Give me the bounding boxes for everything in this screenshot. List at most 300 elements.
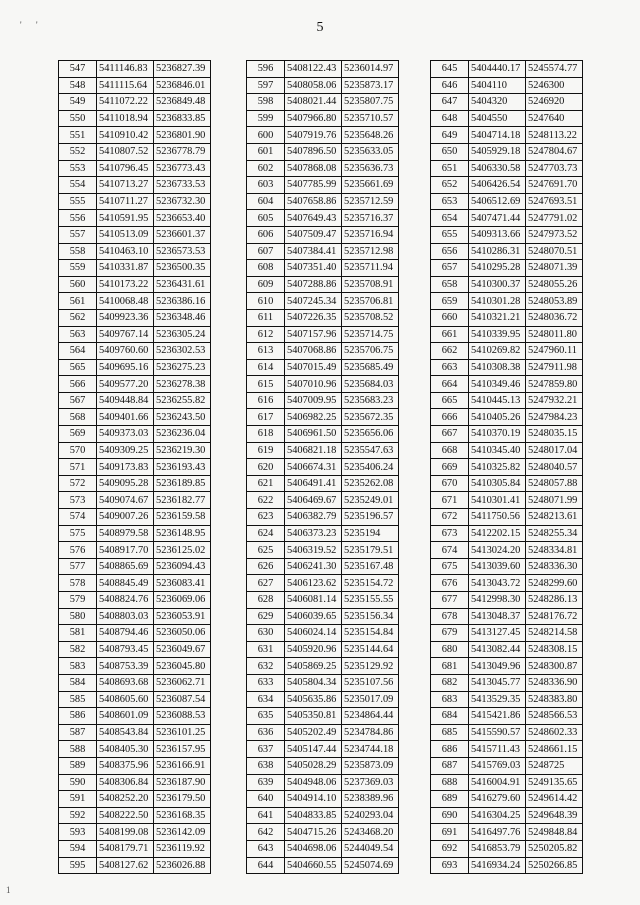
y-coordinate: 5236101.25 — [154, 724, 211, 741]
table-row — [247, 691, 399, 708]
table-row — [247, 226, 399, 243]
point-number: 577 — [59, 558, 97, 575]
x-coordinate: 5407868.08 — [285, 160, 342, 177]
point-number: 681 — [431, 658, 469, 675]
table-row — [247, 509, 399, 526]
x-coordinate: 5409577.20 — [97, 376, 154, 393]
table-row — [431, 691, 583, 708]
table-row — [431, 542, 583, 559]
point-number: 604 — [247, 193, 285, 210]
point-number: 598 — [247, 94, 285, 111]
x-coordinate: 5406382.79 — [285, 509, 342, 526]
y-coordinate: 5248566.53 — [526, 708, 583, 725]
x-coordinate: 5409074.67 — [97, 492, 154, 509]
x-coordinate: 5410405.26 — [469, 409, 526, 426]
table-row — [431, 708, 583, 725]
point-number: 615 — [247, 376, 285, 393]
table-row — [431, 592, 583, 609]
point-number: 646 — [431, 77, 469, 94]
y-coordinate: 5236050.06 — [154, 625, 211, 642]
y-coordinate: 5235708.91 — [342, 276, 399, 293]
y-coordinate: 5235712.98 — [342, 243, 399, 260]
point-number: 640 — [247, 791, 285, 808]
table-row — [431, 177, 583, 194]
point-number: 693 — [431, 857, 469, 874]
point-number: 559 — [59, 260, 97, 277]
y-coordinate: 5235708.52 — [342, 309, 399, 326]
table-row — [247, 492, 399, 509]
x-coordinate: 5410321.21 — [469, 309, 526, 326]
table-row — [59, 575, 211, 592]
table-row — [59, 143, 211, 160]
x-coordinate: 5408021.44 — [285, 94, 342, 111]
x-coordinate: 5416934.24 — [469, 857, 526, 874]
x-coordinate: 5406330.58 — [469, 160, 526, 177]
x-coordinate: 5411115.64 — [97, 77, 154, 94]
y-coordinate: 5245574.77 — [526, 61, 583, 78]
point-number: 633 — [247, 674, 285, 691]
table-row — [59, 509, 211, 526]
x-coordinate: 5411018.94 — [97, 110, 154, 127]
x-coordinate: 5411750.56 — [469, 509, 526, 526]
point-number: 575 — [59, 525, 97, 542]
y-coordinate: 5248053.89 — [526, 293, 583, 310]
point-number: 576 — [59, 542, 97, 559]
point-number: 591 — [59, 791, 97, 808]
y-coordinate: 5244049.54 — [342, 840, 399, 857]
point-number: 557 — [59, 226, 97, 243]
x-coordinate: 5408058.06 — [285, 77, 342, 94]
table-row — [59, 226, 211, 243]
table-row — [59, 110, 211, 127]
point-number: 660 — [431, 309, 469, 326]
table-row — [59, 691, 211, 708]
table-row — [431, 625, 583, 642]
y-coordinate: 5235873.09 — [342, 757, 399, 774]
x-coordinate: 5408979.58 — [97, 525, 154, 542]
point-number: 580 — [59, 608, 97, 625]
y-coordinate: 5235648.26 — [342, 127, 399, 144]
x-coordinate: 5407245.34 — [285, 293, 342, 310]
y-coordinate: 5235154.72 — [342, 575, 399, 592]
point-number: 607 — [247, 243, 285, 260]
x-coordinate: 5416279.60 — [469, 791, 526, 808]
table-row — [247, 840, 399, 857]
table-row — [59, 525, 211, 542]
table-row — [59, 658, 211, 675]
point-number: 611 — [247, 309, 285, 326]
table-row — [431, 774, 583, 791]
x-coordinate: 5410445.13 — [469, 392, 526, 409]
y-coordinate: 5236148.95 — [154, 525, 211, 542]
x-coordinate: 5409923.36 — [97, 309, 154, 326]
x-coordinate: 5407010.96 — [285, 376, 342, 393]
x-coordinate: 5407785.99 — [285, 177, 342, 194]
x-coordinate: 5416497.76 — [469, 824, 526, 841]
table-row — [247, 708, 399, 725]
point-number: 651 — [431, 160, 469, 177]
x-coordinate: 5408753.39 — [97, 658, 154, 675]
point-number: 630 — [247, 625, 285, 642]
table-row — [431, 226, 583, 243]
corner-mark: ' — [20, 20, 22, 30]
y-coordinate: 5234744.18 — [342, 741, 399, 758]
table-row — [247, 392, 399, 409]
point-number: 608 — [247, 260, 285, 277]
y-coordinate: 5236431.61 — [154, 276, 211, 293]
x-coordinate: 5408127.62 — [97, 857, 154, 874]
table-row — [59, 840, 211, 857]
x-coordinate: 5408405.30 — [97, 741, 154, 758]
table-row — [247, 276, 399, 293]
x-coordinate: 5405350.81 — [285, 708, 342, 725]
table-row — [247, 641, 399, 658]
table-row — [247, 774, 399, 791]
x-coordinate: 5409760.60 — [97, 343, 154, 360]
table-row — [431, 94, 583, 111]
point-number: 596 — [247, 61, 285, 78]
y-coordinate: 5235683.23 — [342, 392, 399, 409]
x-coordinate: 5406426.54 — [469, 177, 526, 194]
x-coordinate: 5406982.25 — [285, 409, 342, 426]
table-row — [59, 724, 211, 741]
point-number: 588 — [59, 741, 97, 758]
point-number: 683 — [431, 691, 469, 708]
point-number: 664 — [431, 376, 469, 393]
y-coordinate: 5248255.34 — [526, 525, 583, 542]
y-coordinate: 5236053.91 — [154, 608, 211, 625]
table-row — [59, 359, 211, 376]
y-coordinate: 5247693.51 — [526, 193, 583, 210]
table-row — [431, 724, 583, 741]
table-row — [247, 558, 399, 575]
y-coordinate: 5235107.56 — [342, 674, 399, 691]
point-number: 647 — [431, 94, 469, 111]
y-coordinate: 5236142.09 — [154, 824, 211, 841]
table-row — [59, 824, 211, 841]
x-coordinate: 5410807.52 — [97, 143, 154, 160]
x-coordinate: 5404833.85 — [285, 807, 342, 824]
table-row — [59, 61, 211, 78]
table-row — [59, 475, 211, 492]
y-coordinate: 5235684.03 — [342, 376, 399, 393]
x-coordinate: 5404948.06 — [285, 774, 342, 791]
x-coordinate: 5406241.30 — [285, 558, 342, 575]
point-number: 549 — [59, 94, 97, 111]
point-number: 689 — [431, 791, 469, 808]
table-row — [247, 525, 399, 542]
table-row — [247, 475, 399, 492]
point-number: 668 — [431, 442, 469, 459]
y-coordinate: 5236653.40 — [154, 210, 211, 227]
table-row — [59, 127, 211, 144]
coordinates-table — [58, 60, 211, 874]
y-coordinate: 5234864.44 — [342, 708, 399, 725]
x-coordinate: 5404714.18 — [469, 127, 526, 144]
y-coordinate: 5235262.08 — [342, 475, 399, 492]
table-row — [59, 77, 211, 94]
x-coordinate: 5408605.60 — [97, 691, 154, 708]
point-number: 631 — [247, 641, 285, 658]
y-coordinate: 5236189.85 — [154, 475, 211, 492]
y-coordinate: 5236243.50 — [154, 409, 211, 426]
y-coordinate: 5249135.65 — [526, 774, 583, 791]
point-number: 639 — [247, 774, 285, 791]
table-row — [247, 309, 399, 326]
point-number: 642 — [247, 824, 285, 841]
point-number: 678 — [431, 608, 469, 625]
table-row — [431, 326, 583, 343]
x-coordinate: 5408794.46 — [97, 625, 154, 642]
table-row — [247, 376, 399, 393]
table-row — [247, 575, 399, 592]
x-coordinate: 5405929.18 — [469, 143, 526, 160]
point-number: 560 — [59, 276, 97, 293]
point-number: 650 — [431, 143, 469, 160]
y-coordinate: 5248300.87 — [526, 658, 583, 675]
y-coordinate: 5249848.84 — [526, 824, 583, 841]
table-row — [431, 392, 583, 409]
y-coordinate: 5248213.61 — [526, 509, 583, 526]
x-coordinate: 5410349.46 — [469, 376, 526, 393]
y-coordinate: 5248286.13 — [526, 592, 583, 609]
point-number: 564 — [59, 343, 97, 360]
point-number: 669 — [431, 459, 469, 476]
table-row — [247, 94, 399, 111]
table-row — [247, 459, 399, 476]
x-coordinate: 5407896.50 — [285, 143, 342, 160]
y-coordinate: 5247911.98 — [526, 359, 583, 376]
point-number: 616 — [247, 392, 285, 409]
y-coordinate: 5234784.86 — [342, 724, 399, 741]
y-coordinate: 5247791.02 — [526, 210, 583, 227]
point-number: 581 — [59, 625, 97, 642]
point-number: 563 — [59, 326, 97, 343]
point-number: 550 — [59, 110, 97, 127]
point-number: 632 — [247, 658, 285, 675]
point-number: 652 — [431, 177, 469, 194]
x-coordinate: 5404110 — [469, 77, 526, 94]
x-coordinate: 5405869.25 — [285, 658, 342, 675]
y-coordinate: 5248661.15 — [526, 741, 583, 758]
point-number: 561 — [59, 293, 97, 310]
y-coordinate: 5235155.55 — [342, 592, 399, 609]
table-row — [247, 210, 399, 227]
table-row — [247, 143, 399, 160]
table-row — [431, 110, 583, 127]
point-number: 571 — [59, 459, 97, 476]
x-coordinate: 5408375.96 — [97, 757, 154, 774]
y-coordinate: 5248035.15 — [526, 426, 583, 443]
table-row — [247, 592, 399, 609]
y-coordinate: 5248071.99 — [526, 492, 583, 509]
table-row — [431, 143, 583, 160]
table-row — [59, 459, 211, 476]
table-row — [247, 359, 399, 376]
point-number: 663 — [431, 359, 469, 376]
point-number: 566 — [59, 376, 97, 393]
point-number: 656 — [431, 243, 469, 260]
x-coordinate: 5406961.50 — [285, 426, 342, 443]
y-coordinate: 5235716.37 — [342, 210, 399, 227]
x-coordinate: 5406024.14 — [285, 625, 342, 642]
table-row — [59, 376, 211, 393]
point-number: 606 — [247, 226, 285, 243]
y-coordinate: 5248070.51 — [526, 243, 583, 260]
table-row — [59, 674, 211, 691]
x-coordinate: 5410301.41 — [469, 492, 526, 509]
y-coordinate: 5247932.21 — [526, 392, 583, 409]
x-coordinate: 5410796.45 — [97, 160, 154, 177]
y-coordinate: 5248334.81 — [526, 542, 583, 559]
x-coordinate: 5407226.35 — [285, 309, 342, 326]
y-coordinate: 5235017.09 — [342, 691, 399, 708]
table-row — [59, 592, 211, 609]
table-row — [247, 77, 399, 94]
y-coordinate: 5247703.73 — [526, 160, 583, 177]
x-coordinate: 5406491.41 — [285, 475, 342, 492]
x-coordinate: 5412998.30 — [469, 592, 526, 609]
point-number: 637 — [247, 741, 285, 758]
table-row — [431, 193, 583, 210]
point-number: 572 — [59, 475, 97, 492]
x-coordinate: 5409448.84 — [97, 392, 154, 409]
x-coordinate: 5408793.45 — [97, 641, 154, 658]
table-row — [431, 127, 583, 144]
point-number: 601 — [247, 143, 285, 160]
x-coordinate: 5408199.08 — [97, 824, 154, 841]
point-number: 548 — [59, 77, 97, 94]
y-coordinate: 5235154.84 — [342, 625, 399, 642]
x-coordinate: 5409767.14 — [97, 326, 154, 343]
x-coordinate: 5410295.28 — [469, 260, 526, 277]
x-coordinate: 5410910.42 — [97, 127, 154, 144]
y-coordinate: 5248057.88 — [526, 475, 583, 492]
point-number: 687 — [431, 757, 469, 774]
y-coordinate: 5240293.04 — [342, 807, 399, 824]
y-coordinate: 5235873.17 — [342, 77, 399, 94]
y-coordinate: 5236732.30 — [154, 193, 211, 210]
x-coordinate: 5407351.40 — [285, 260, 342, 277]
point-number: 624 — [247, 525, 285, 542]
y-coordinate: 5248017.04 — [526, 442, 583, 459]
point-number: 629 — [247, 608, 285, 625]
y-coordinate: 5248214.58 — [526, 625, 583, 642]
x-coordinate: 5406512.69 — [469, 193, 526, 210]
table-row — [247, 824, 399, 841]
x-coordinate: 5404320 — [469, 94, 526, 111]
table-row — [59, 741, 211, 758]
x-coordinate: 5413024.20 — [469, 542, 526, 559]
point-number: 622 — [247, 492, 285, 509]
table-row — [247, 674, 399, 691]
y-coordinate: 5248036.72 — [526, 309, 583, 326]
point-number: 671 — [431, 492, 469, 509]
y-coordinate: 5248336.90 — [526, 674, 583, 691]
y-coordinate: 5235156.34 — [342, 608, 399, 625]
table-row — [247, 807, 399, 824]
point-number: 589 — [59, 757, 97, 774]
y-coordinate: 5236187.90 — [154, 774, 211, 791]
table-row — [431, 243, 583, 260]
y-coordinate: 5235656.06 — [342, 426, 399, 443]
table-row — [431, 260, 583, 277]
point-number: 659 — [431, 293, 469, 310]
point-number: 590 — [59, 774, 97, 791]
y-coordinate: 5236045.80 — [154, 658, 211, 675]
x-coordinate: 5408601.09 — [97, 708, 154, 725]
table-row — [431, 359, 583, 376]
y-coordinate: 5235714.75 — [342, 326, 399, 343]
x-coordinate: 5416304.25 — [469, 807, 526, 824]
point-number: 585 — [59, 691, 97, 708]
table-row — [59, 442, 211, 459]
point-number: 638 — [247, 757, 285, 774]
x-coordinate: 5409095.28 — [97, 475, 154, 492]
x-coordinate: 5416004.91 — [469, 774, 526, 791]
x-coordinate: 5409401.66 — [97, 409, 154, 426]
point-number: 684 — [431, 708, 469, 725]
x-coordinate: 5408845.49 — [97, 575, 154, 592]
y-coordinate: 5236014.97 — [342, 61, 399, 78]
table-row — [59, 625, 211, 642]
point-number: 655 — [431, 226, 469, 243]
x-coordinate: 5410269.82 — [469, 343, 526, 360]
table-row — [59, 558, 211, 575]
point-number: 586 — [59, 708, 97, 725]
point-number: 621 — [247, 475, 285, 492]
y-coordinate: 5236778.79 — [154, 143, 211, 160]
x-coordinate: 5407009.95 — [285, 392, 342, 409]
point-number: 641 — [247, 807, 285, 824]
point-number: 597 — [247, 77, 285, 94]
page-number: 5 — [316, 20, 324, 35]
point-number: 675 — [431, 558, 469, 575]
y-coordinate: 5236119.92 — [154, 840, 211, 857]
table-row — [59, 791, 211, 808]
point-number: 676 — [431, 575, 469, 592]
point-number: 690 — [431, 807, 469, 824]
point-number: 627 — [247, 575, 285, 592]
x-coordinate: 5407509.47 — [285, 226, 342, 243]
table-row — [247, 791, 399, 808]
y-coordinate: 5247973.52 — [526, 226, 583, 243]
table-row — [59, 426, 211, 443]
point-number: 643 — [247, 840, 285, 857]
x-coordinate: 5404550 — [469, 110, 526, 127]
point-number: 619 — [247, 442, 285, 459]
y-coordinate: 5235807.75 — [342, 94, 399, 111]
y-coordinate: 5236236.04 — [154, 426, 211, 443]
point-number: 587 — [59, 724, 97, 741]
y-coordinate: 5236305.24 — [154, 326, 211, 343]
y-coordinate: 5236125.02 — [154, 542, 211, 559]
x-coordinate: 5410301.28 — [469, 293, 526, 310]
x-coordinate: 5405147.44 — [285, 741, 342, 758]
x-coordinate: 5410305.84 — [469, 475, 526, 492]
y-coordinate: 5236846.01 — [154, 77, 211, 94]
table-row — [431, 343, 583, 360]
x-coordinate: 5407919.76 — [285, 127, 342, 144]
point-number: 686 — [431, 741, 469, 758]
table-row — [59, 326, 211, 343]
x-coordinate: 5406821.18 — [285, 442, 342, 459]
table-row — [59, 94, 211, 111]
table-row — [247, 260, 399, 277]
y-coordinate: 5250205.82 — [526, 840, 583, 857]
x-coordinate: 5409173.83 — [97, 459, 154, 476]
y-coordinate: 5236069.06 — [154, 592, 211, 609]
